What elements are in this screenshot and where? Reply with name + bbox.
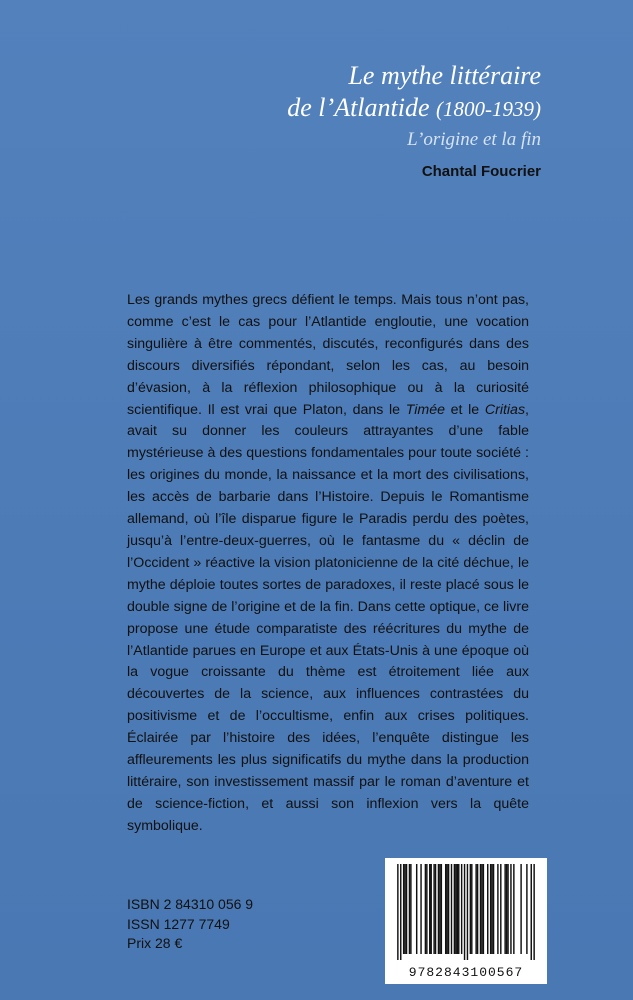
- barcode-bar: [409, 864, 410, 954]
- blurb-part-2: et le: [445, 401, 485, 418]
- barcode-bar: [457, 864, 458, 954]
- barcode-bar: [491, 864, 492, 954]
- barcode-bar: [513, 864, 514, 954]
- barcode-bar: [471, 864, 472, 954]
- barcode-bar: [404, 864, 405, 954]
- barcode-bar: [446, 864, 447, 954]
- barcode-bar: [464, 864, 465, 960]
- barcode-bar: [490, 864, 491, 954]
- barcode-bar: [433, 864, 434, 954]
- price-label: Prix 28 €: [127, 935, 183, 951]
- barcode-bar: [470, 864, 471, 954]
- barcode-bar: [420, 864, 421, 954]
- barcode-bar: [426, 864, 427, 954]
- barcode-bar: [429, 864, 430, 954]
- barcode-bars: [385, 858, 547, 962]
- barcode-bar: [533, 864, 534, 960]
- barcode-number: 9782843100567: [408, 965, 524, 980]
- blurb-part-3: , avait su donner les couleurs attrayantes d’une fable mystérieuse à des questions fondamentales pour toute société : les origines du monde, la naissance et la mort des civilisations, les accès de barbarie dans l’Histoire. Depuis le Romantisme allemand, où l’île disparue figure le Paradis perdu des poètes, jusqu’à l’entre-deux-guerres, où le fantasme du « déclin de l’Occident » réactive la vision platonicienne de la cité déchue, le mythe déploie toutes sortes de paradoxes, il reste placé sous le double signe de l’origine et de la fin. Dans cette optique, ce livre propose une étude comparatiste des réécritures du mythe de l’Atlantide parues en Europe et aux États-Unis à une époque où la vogue croissante du thème est étroitement liée aux découvertes de la science, aux influences contrastées du positivisme et de l’occultisme, enfin aux crises politiques. Éclairée par l’histoire des idées, l’enquête distingue les affleurements les plus significatifs du mythe dans la production littéraire, son investissement massif par le roman d’aventure et de science-fiction, et aussi son inflexion vers la quête symbolique.: [127, 401, 529, 834]
- barcode-bar: [497, 864, 498, 954]
- blurb-italic-timee: Timée: [405, 401, 445, 418]
- barcode-bar: [483, 864, 484, 954]
- barcode-bar: [455, 864, 456, 954]
- title-line-2: [287, 92, 541, 125]
- barcode: [385, 858, 547, 984]
- barcode-bar: [526, 864, 527, 954]
- barcode-bar: [510, 864, 511, 954]
- blurb-italic-critias: Critias: [484, 401, 526, 418]
- issn-label: ISSN 1277 7749: [127, 915, 230, 932]
- blurb-text: [127, 290, 529, 838]
- barcode-bar: [406, 864, 407, 954]
- barcode-bar: [397, 864, 398, 960]
- barcode-bar: [416, 864, 417, 954]
- barcode-bar: [441, 864, 442, 954]
- publication-codes: [127, 895, 253, 954]
- barcode-bar: [487, 864, 488, 954]
- author-name: Chantal Foucrier: [421, 163, 541, 180]
- barcode-bar: [451, 864, 452, 954]
- barcode-bar: [403, 864, 404, 954]
- barcode-bar: [507, 864, 508, 954]
- barcode-bar: [504, 864, 505, 954]
- title-dates: (1800-1939): [436, 97, 541, 121]
- barcode-bar: [458, 864, 459, 954]
- barcode-bar: [430, 864, 431, 954]
- barcode-bar: [493, 864, 494, 954]
- barcode-bar: [467, 864, 468, 960]
- title-line-2-text: de l’Atlantide: [287, 93, 430, 122]
- barcode-bar: [410, 864, 411, 954]
- barcode-bar: [500, 864, 501, 954]
- barcode-bar: [439, 864, 440, 954]
- barcode-bar: [400, 864, 401, 960]
- blurb-part-1: Les grands mythes grecs défient le temps. Mais tous n’ont pas, comme c’est le cas pour l’Atlantide engloutie, une vocation singulière à être commentés, discutés, reconfigurés dans des discours diversifiés répondant, selon les cas, au besoin d’évasion, à la réflexion philosophique ou à la curiosité scientifique. Il est vrai que Platon, dans le: [127, 292, 529, 418]
- barcode-bar: [448, 864, 449, 954]
- barcode-bar: [445, 864, 446, 954]
- barcode-bar: [425, 864, 426, 954]
- blurb-paragraph: [127, 290, 529, 838]
- barcode-bar: [506, 864, 507, 954]
- isbn-label: ISBN 2 84310 056 9: [127, 896, 254, 912]
- barcode-bar: [477, 864, 478, 954]
- barcode-bar: [520, 864, 521, 954]
- title-block: [287, 60, 541, 180]
- barcode-bar: [438, 864, 439, 954]
- subtitle: L’origine et la fin: [407, 129, 541, 150]
- barcode-bar: [475, 864, 476, 954]
- barcode-bar: [435, 864, 436, 954]
- barcode-bar: [480, 864, 481, 954]
- barcode-bar: [531, 864, 532, 960]
- barcode-bar: [481, 864, 482, 954]
- title-line-1: Le mythe littéraire: [348, 61, 541, 90]
- barcode-bar: [461, 864, 462, 954]
- barcode-bar: [454, 864, 455, 954]
